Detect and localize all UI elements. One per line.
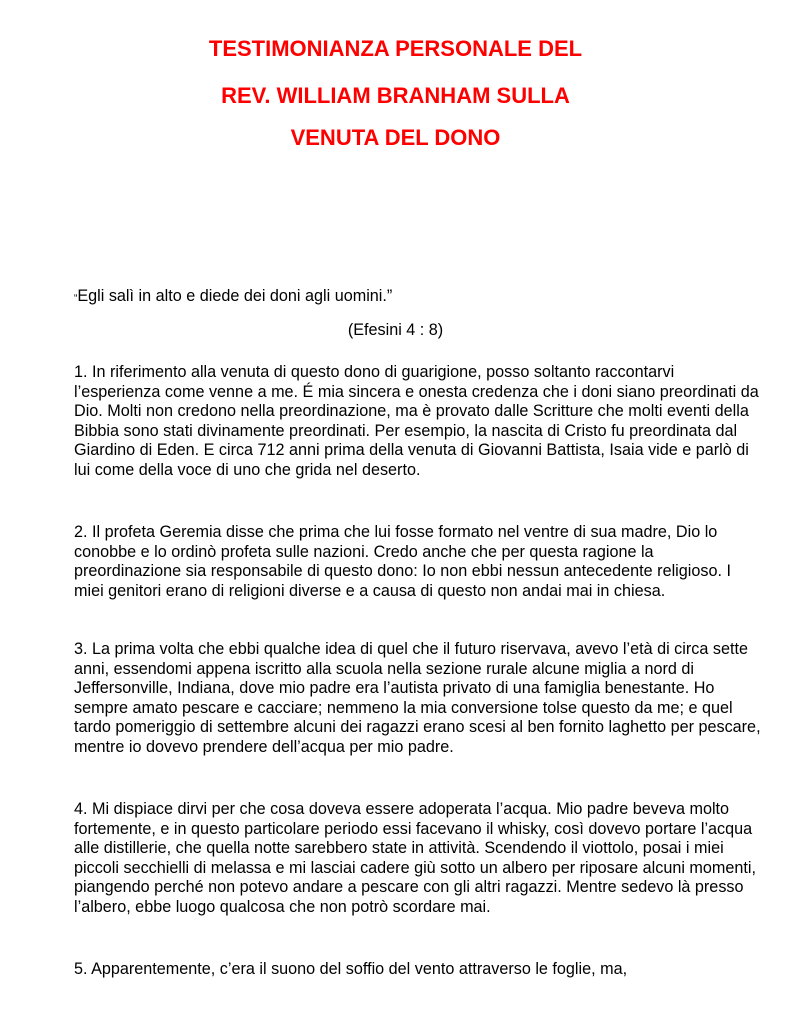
epigraph-open-quote: “ (74, 293, 78, 304)
paragraph-4: 4. Mi dispiace dirvi per che cosa doveva essere adoperata l’acqua. Mio padre beveva molto fortemente, e in questo particolare periodo essi facevano il whisky, così dovevo portare l’acqua alle distillerie, che quella notte sarebbero state in attività. Scendendo il viottolo, posai i miei piccoli secchielli di melassa e mi lasciai cadere giù sotto un albero per riposare alcuni momenti, piangendo perché non potevo andare a pescare con gli altri ragazzi. Mentre sedevo là presso l’albero, ebbe luogo qualcosa che non potrò scordare mai. (74, 800, 756, 916)
paragraph-3: 3. La prima volta che ebbi qualche idea di quel che il futuro riservava, avevo l’età di circa sette anni, essendomi appena iscritto alla scuola nella sezione rurale alcune miglia a nord di Jeffersonville, Indiana, dove mio padre era l’autista privato di una famiglia benestante. Ho sempre amato pescare e cacciare; nemmeno la mia conversione tolse questo da me; e quel tardo pomeriggio di settembre alcuni dei ragazzi erano scesi al ben fornito laghetto per pescare, mentre io dovevo prendere dell’acqua per mio padre. (74, 640, 761, 756)
paragraph-2: 2. Il profeta Geremia disse che prima che lui fosse formato nel ventre di sua madre, Dio lo conobbe e lo ordinò profeta sulle nazioni. Credo anche che per questa ragione la preordinazione sia responsabile di questo dono: Io non ebbi nessun antecedente religioso. I miei genitori erano di religioni diverse e a causa di questo non andai mai in chiesa. (74, 523, 731, 600)
document-title-line-3: VENUTA DEL DONO (290, 125, 501, 150)
epigraph (74, 287, 764, 309)
paragraph-5: 5. Apparentemente, c’era il suono del soffio del vento attraverso le foglie, ma, (74, 960, 628, 978)
epigraph-text: Egli salì in alto e diede dei doni agli uomini.” (77, 287, 393, 305)
document-title-line-2: REV. WILLIAM BRANHAM SULLA (221, 83, 570, 108)
paragraph-1: 1. In riferimento alla venuta di questo dono di guarigione, posso soltanto raccontarvi l’esperienza come venne a me. É mia sincera e onesta credenza che i doni siano preordinati da Dio. Molti non credono nella preordinazione, ma è provato dalle Scritture che molti eventi della Bibbia sono stati divinamente preordinati. Per esempio, la nascita di Cristo fu preordinata dal Giardino di Eden. E circa 712 anni prima della venuta di Giovanni Battista, Isaia vide e parlò di lui come della voce di uno che grida nel deserto. (74, 363, 759, 479)
document-title-line-1: TESTIMONIANZA PERSONALE DEL (208, 36, 583, 61)
scripture-reference: (Efesini 4 : 8) (347, 321, 444, 339)
